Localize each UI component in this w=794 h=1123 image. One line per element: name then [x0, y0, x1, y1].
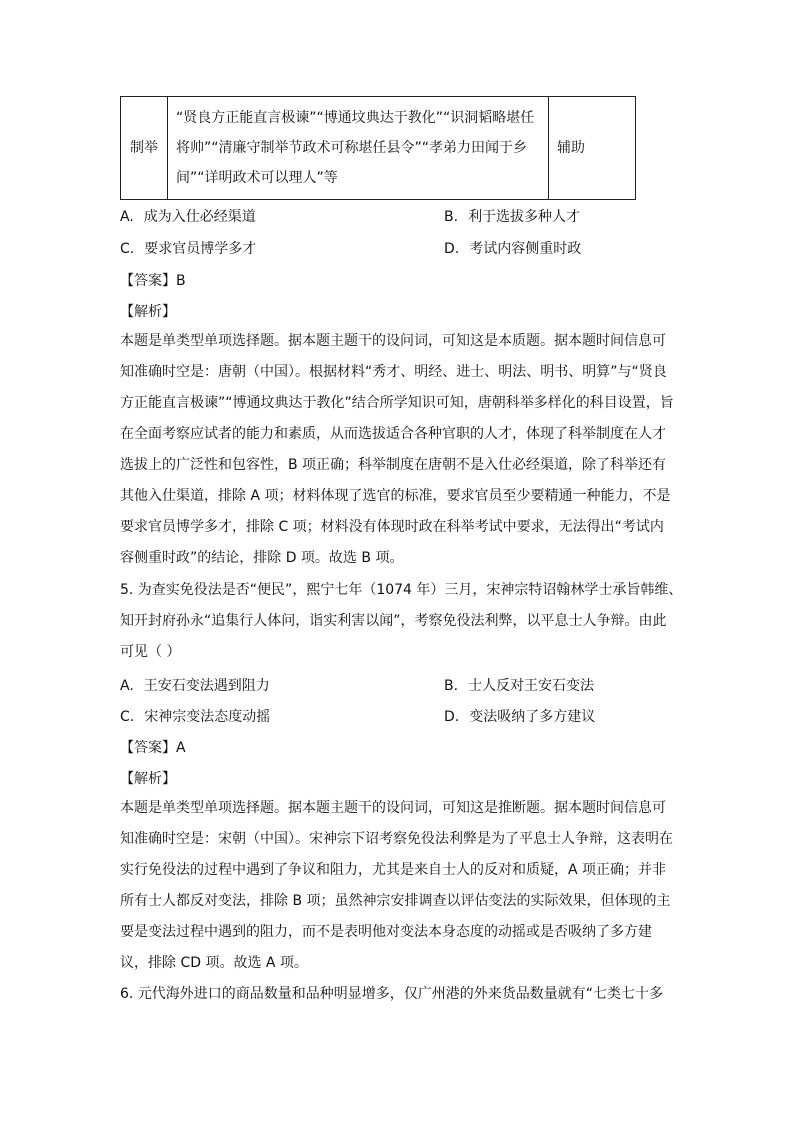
- q5-option-b: [444, 676, 594, 696]
- option-letter: A.: [120, 678, 134, 694]
- q5-option-d: [444, 707, 595, 727]
- analysis-line: 知准确时空是：唐朝（中国）。根据材料“秀才、明经、进士、明法、明书、明算”与“贤良: [120, 364, 667, 380]
- q4-analysis-label: 【解析】: [120, 304, 176, 320]
- table-cell-category: 制举: [121, 97, 168, 200]
- option-text: 考试内容侧重时政: [469, 241, 582, 257]
- table-cell-status: 辅助: [549, 97, 636, 200]
- q5-option-c: [120, 707, 270, 727]
- table-row: [121, 97, 636, 200]
- q5-analysis-label: 【解析】: [120, 771, 176, 787]
- q4-option-b: [444, 207, 580, 227]
- option-text: 变法吸纳了多方建议: [469, 709, 596, 725]
- option-text: 王安石变法遇到阻力: [143, 678, 270, 694]
- table-cell-line: “贤良方正能直言极谏”“博通坟典达于教化”“识洞韬略堪任: [176, 110, 535, 126]
- q5-option-a: [120, 676, 270, 696]
- analysis-line: 议，排除 CD 项。故选 A 项。: [120, 955, 308, 971]
- analysis-line: 要是变法过程中遇到的阻力，而不是表明他对变法本身态度的动摇或是否吸纳了多方建: [120, 924, 652, 940]
- q6-stem: [120, 979, 680, 1010]
- q5-stem: [120, 575, 683, 668]
- analysis-line: 本题是单类型单项选择题。据本题主题干的设问词，可知这是推断题。据本题时间信息可: [120, 800, 666, 816]
- q4-option-d: [444, 239, 581, 259]
- analysis-line: 选拔上的广泛性和包容性，B 项正确；科举制度在唐朝不是入仕必经渠道，除了科举还有: [120, 457, 667, 473]
- table-cell-subjects: [168, 97, 549, 200]
- q4-analysis: [120, 326, 680, 574]
- option-letter: D.: [444, 241, 460, 257]
- table-cell-line: 间”“详明政术可以理人”等: [176, 170, 338, 186]
- q4-answer: 【答案】B: [120, 273, 186, 289]
- option-letter: C.: [120, 709, 135, 725]
- analysis-line: 实行免役法的过程中遇到了争议和阻力，尤其是来自士人的反对和质疑，A 项正确；并非: [120, 862, 667, 878]
- stem-line: 6. 元代海外进口的商品数量和品种明显增多，仅广州港的外来货品数量就有“七类七十多: [120, 986, 664, 1002]
- stem-line: 5. 为查实免役法是否“便民”，熙宁七年（1074 年）三月，宋神宗特诏翰林学士承旨韩维、: [120, 582, 683, 598]
- option-letter: C.: [120, 241, 135, 257]
- option-letter: D.: [444, 709, 460, 725]
- analysis-line: 要求官员博学多才，排除 C 项；材料没有体现时政在科举考试中要求，无法得出“考试内: [120, 519, 664, 535]
- stem-line: 可见（ ）: [120, 644, 181, 660]
- analysis-line: 容侧重时政”的结论，排除 D 项。故选 B 项。: [120, 550, 404, 566]
- exam-table: [120, 96, 636, 200]
- analysis-line: 本题是单类型单项选择题。据本题主题干的设问词，可知这是本质题。据本题时间信息可: [120, 333, 666, 349]
- q4-option-a: [120, 207, 256, 227]
- option-text: 宋神宗变法态度动摇: [144, 709, 271, 725]
- analysis-line: 在全面考察应试者的能力和素质，从而选拔适合各种官职的人才，体现了科举制度在人才: [120, 426, 666, 442]
- option-letter: A.: [120, 209, 134, 225]
- option-text: 利于选拔多种人才: [468, 209, 581, 225]
- option-text: 要求官员博学多才: [144, 241, 257, 257]
- analysis-line: 其他入仕渠道，排除 A 项；材料体现了选官的标准，要求官员至少要精通一种能力，不是: [120, 488, 671, 504]
- q4-option-c: [120, 239, 256, 259]
- option-text: 成为入仕必经渠道: [143, 209, 256, 225]
- analysis-line: 方正能直言极谏”“博通坟典达于教化”结合所学知识可知，唐朝科举多样化的科目设置，旨: [120, 395, 674, 411]
- table-cell-line: 将帅”“清廉守制举节政术可称堪任县令”“孝弟力田闻于乡: [176, 140, 528, 156]
- option-text: 士人反对王安石变法: [468, 678, 595, 694]
- option-letter: B.: [444, 209, 459, 225]
- option-letter: B.: [444, 678, 459, 694]
- stem-line: 知开封府孙永“追集行人体问，诣实利害以闻”，考察免役法利弊，以平息士人争辩。由此: [120, 613, 667, 629]
- q5-analysis: [120, 793, 680, 979]
- analysis-line: 知准确时空是：宋朝（中国）。宋神宗下诏考察免役法利弊是为了平息士人争辩，这表明在: [120, 831, 673, 847]
- analysis-line: 所有士人都反对变法，排除 B 项；虽然神宗安排调查以评估变法的实际效果，但体现的主: [120, 893, 671, 909]
- q5-answer: 【答案】A: [120, 740, 186, 756]
